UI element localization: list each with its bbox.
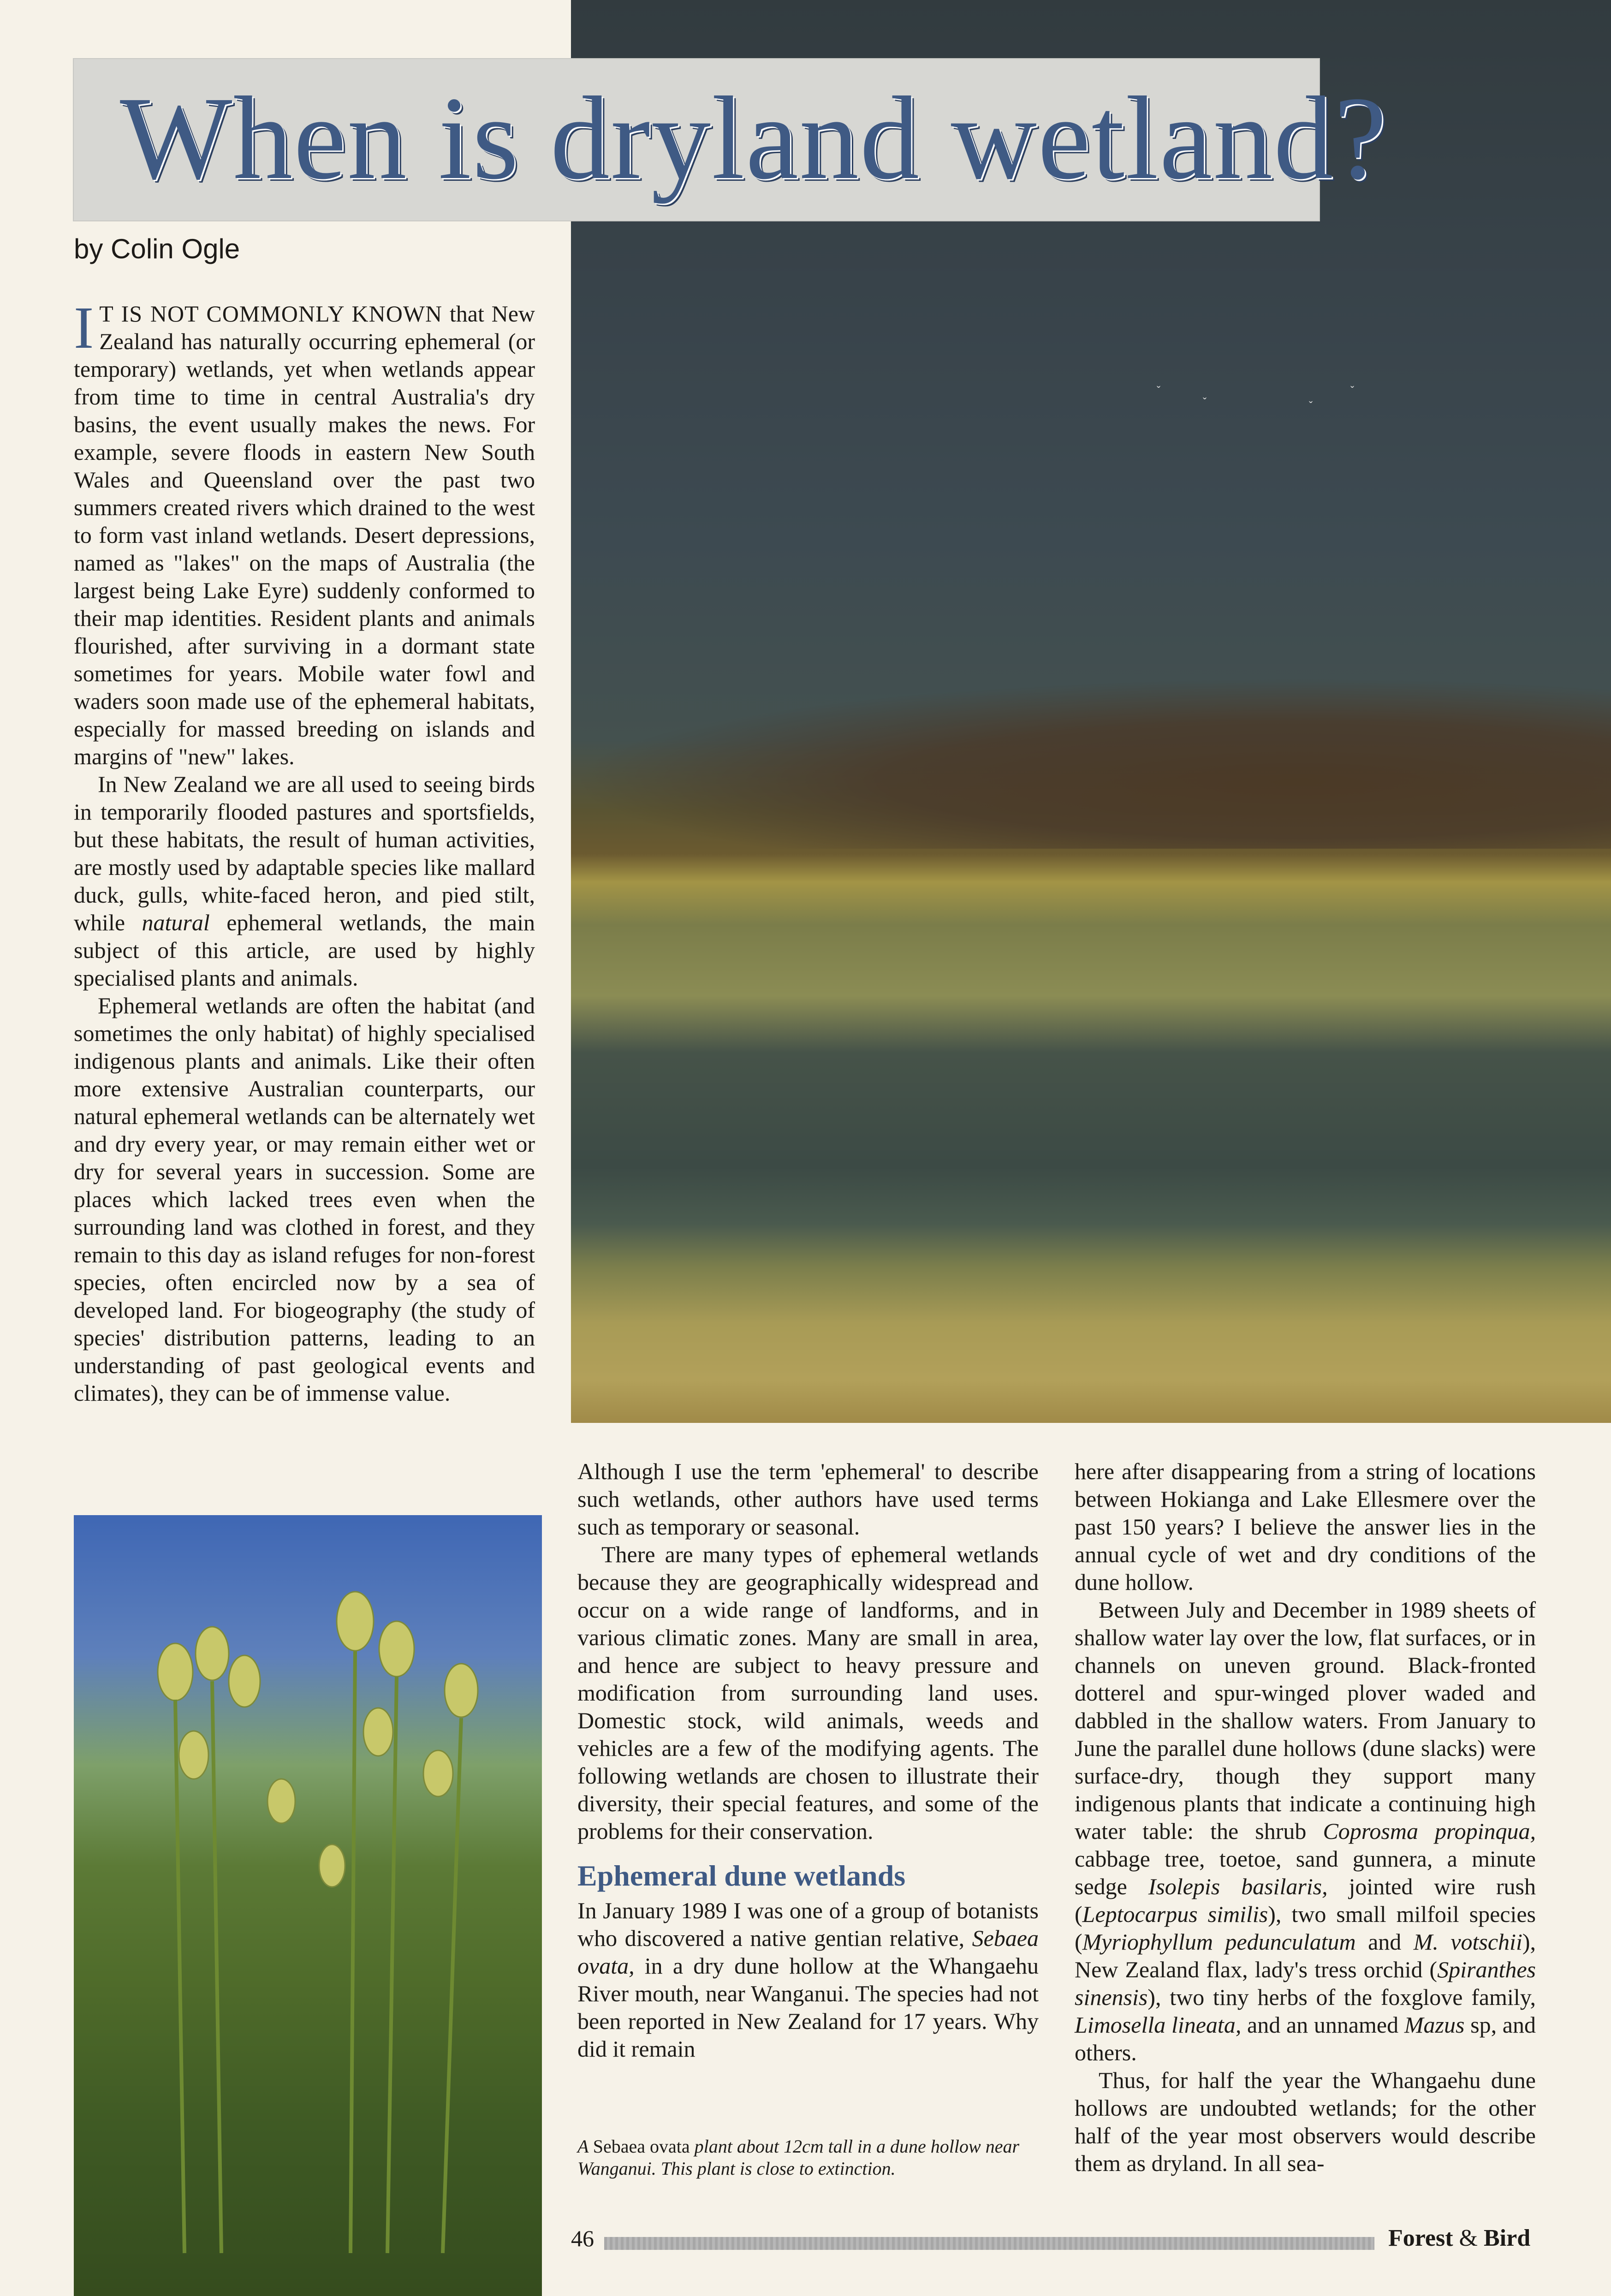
paragraph-text: ), two small milfoil species ( bbox=[1075, 1901, 1536, 1955]
paragraph-text: that New Zealand has naturally occurring ephemeral (or temporary) wetlands, yet when wetlands appear from time to time in central Australia's dry basins, the event usually makes the news. For example, severe floods in eastern New South Wales and Queensland over the past two summers created rivers which drained to the west to form vast inland wetlands. Desert depressions, named as "lakes" on the maps of Australia (the largest being Lake Eyre) suddenly conformed to their map identities. Resident plants and animals flourished, after surviving in a dormant state sometimes for years. Mobile water fowl and waders soon made use of the ephemeral habitats, especially for massed breeding on islands and margins of "new" lakes. bbox=[74, 301, 535, 769]
emphasis: Coprosma propinqua, bbox=[1323, 1818, 1536, 1844]
bird-icon: ˇ bbox=[1203, 396, 1207, 408]
paragraph: Although I use the term 'ephemeral' to describe such wetlands, other authors have used terms such as temporary or seasonal. bbox=[577, 1458, 1039, 1540]
paragraph-text: ), two tiny herbs of the foxglove family, bbox=[1147, 1984, 1536, 2010]
paragraph bbox=[74, 770, 535, 992]
paragraph: Thus, for half the year the Whangaehu dune hollows are undoubted wetlands; for the other half of the year most observers would describe them as dryland. In all sea- bbox=[1075, 2067, 1536, 2176]
paragraph-text: ), New Zealand flax, lady's tress orchid ( bbox=[1075, 1929, 1536, 1982]
paragraph-text: In New Zealand we are all used to seeing birds in temporarily flooded pastures and sportsfields, but these habitats, the result of human activities, are mostly used by adaptable species like mallard duck, gulls, white-faced heron, and pied stilt, while bbox=[74, 771, 535, 935]
paragraph-text: Between July and December in 1989 sheets of shallow water lay over the low, flat surfaces, or in channels on uneven ground. Black-fronted dotterel and spur-winged plover waded and dabbled in the shallow waters. From January to June the parallel dune hollows (dune slacks) were surface-dry, though they support many indigenous plants that indicate a continuing high water table: the shrub bbox=[1075, 1597, 1536, 1844]
caption-species: Sebaea ovata bbox=[593, 2136, 690, 2157]
caption-text: A bbox=[577, 2136, 593, 2157]
bird-icon: ˇ bbox=[1157, 385, 1160, 397]
paragraph-text: ephemeral wetlands, the main subject of this article, are used by highly specialised plants and animals. bbox=[74, 910, 535, 991]
magazine-ampersand: & bbox=[1453, 2225, 1484, 2251]
bird-icon: ˇ bbox=[1309, 400, 1313, 412]
flower-cluster-graphic bbox=[74, 1515, 542, 2296]
treeline-decoration bbox=[571, 678, 1611, 849]
article-column-3 bbox=[1075, 1457, 1536, 2177]
paragraph-text: and an unnamed bbox=[1241, 2012, 1404, 2038]
article-column-1 bbox=[74, 295, 535, 1407]
paragraph: There are many types of ephemeral wetlands because they are geographically widespread and occur on a wide range of landforms, and in various climatic zones. Many are small in area, and hence are subject to heavy pressure and modification from surrounding land uses. Domestic stock, wild animals, weeds and vehicles are a few of the modifying agents. The following wetlands are chosen to illustrate their diversity, their special features, and some of the problems for their conservation. bbox=[577, 1541, 1039, 1844]
emphasis: M. votschii bbox=[1413, 1929, 1522, 1955]
paragraph-text: sp, and others. bbox=[1075, 2012, 1536, 2065]
bird-icon: ˇ bbox=[1350, 385, 1354, 397]
paragraph bbox=[1075, 1596, 1536, 2066]
paragraph-text: jointed wire rush ( bbox=[1075, 1874, 1536, 1927]
photo-caption bbox=[577, 2135, 1025, 2180]
paragraph bbox=[577, 1897, 1039, 2063]
emphasis: Isolepis basilaris, bbox=[1148, 1874, 1328, 1899]
paragraph bbox=[74, 295, 535, 770]
paragraph-text: In January 1989 I was one of a group of botanists who discovered a native gentian relative, bbox=[577, 1897, 1039, 1951]
emphasis: Mazus bbox=[1404, 2012, 1465, 2038]
title-banner bbox=[74, 59, 1388, 220]
lead-in: T IS NOT COMMONLY KNOWN bbox=[99, 301, 443, 327]
magazine-name-part: Forest bbox=[1388, 2225, 1453, 2251]
magazine-name-part: Bird bbox=[1484, 2225, 1531, 2251]
page-number: 46 bbox=[571, 2225, 594, 2251]
article-title: When is dryland wetland? bbox=[120, 72, 1388, 204]
paragraph-text: cabbage tree, toetoe, sand gunnera, a minute sedge bbox=[1075, 1846, 1536, 1899]
byline: by Colin Ogle bbox=[74, 233, 240, 264]
caption-text: plant about 12cm tall in a dune hollow near Wanganui. This plant is close to extinction. bbox=[577, 2136, 1020, 2179]
emphasis: Limosella lineata, bbox=[1075, 2012, 1242, 2038]
paragraph: Ephemeral wetlands are often the habitat (and sometimes the only habitat) of highly specialised indigenous plants and animals. Like their often more extensive Australian counterparts, our natural ephemeral wetlands can be alternately wet and dry every year, or may remain either wet or dry for several years in succession. Some are places which lacked trees even when the surrounding land was clothed in forest, and they remain to this day as island refuges for non-forest species, often encircled now by a sea of developed land. For biogeography (the study of species' distribution patterns, leading to an understanding of past geological events and climates), they can be of immense value. bbox=[74, 993, 535, 1406]
paragraph-text: and bbox=[1355, 1929, 1414, 1955]
emphasis: Myriophyllum pedunculatum bbox=[1082, 1929, 1356, 1955]
footer-rule bbox=[604, 2237, 1374, 2250]
magazine-name bbox=[1388, 2225, 1530, 2252]
section-heading: Ephemeral dune wetlands bbox=[577, 1859, 906, 1892]
emphasis: Spiranthes sinensis bbox=[1075, 1957, 1536, 2010]
paragraph-text: in a dry dune hollow at the Whangaehu River mouth, near Wanganui. The species had not been reported in New Zealand for 17 years. Why did it remain bbox=[577, 1953, 1039, 2062]
article-column-2 bbox=[577, 1457, 1039, 2063]
emphasis: Sebaea ovata, bbox=[577, 1925, 1039, 1979]
paragraph: here after disappearing from a string of locations between Hokianga and Lake Ellesmere over the past 150 years? I believe the answer lies in the annual cycle of wet and dry conditions of the dune hollow. bbox=[1075, 1458, 1536, 1595]
emphasis: Leptocarpus similis bbox=[1082, 1901, 1268, 1927]
emphasis: natural bbox=[142, 910, 210, 935]
drop-cap: I bbox=[74, 295, 94, 361]
sebaea-ovata-plant-photo bbox=[74, 1515, 542, 2296]
